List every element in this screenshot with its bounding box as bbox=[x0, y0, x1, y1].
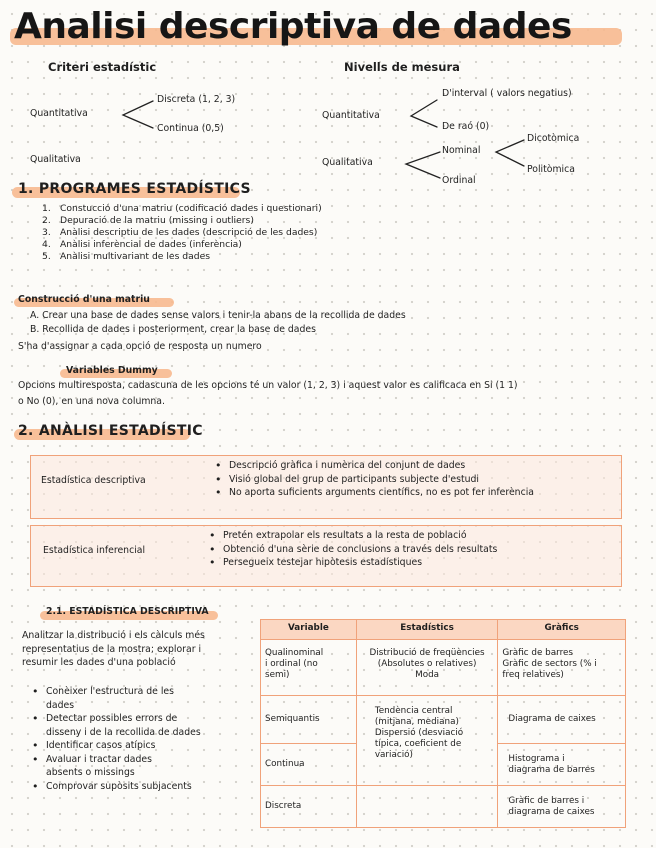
dummy-heading: Variables Dummy bbox=[66, 365, 158, 376]
list-item: • Visió global del grup de participants subjecte d'estudi bbox=[213, 473, 534, 487]
cell-variable: Qualinominal i ordinal (no semi) bbox=[261, 640, 357, 696]
list-item: • Avaluar i tractar dades absents o missings bbox=[30, 753, 201, 780]
levels-ordinal: Ordinal bbox=[442, 175, 476, 186]
bracket-nominal bbox=[496, 140, 524, 166]
cell-statistics-shared: Tendència central (mitjana, mediana) Dispersió (desviació típica, coeficient de variació) bbox=[356, 696, 498, 786]
levels-heading: Nivells de mesura bbox=[344, 60, 460, 74]
inferential-bullets bbox=[207, 529, 497, 570]
cell-graphs: Diagrama de caixes bbox=[498, 696, 626, 744]
list-item: • No aporta suficients arguments científics, no es pot fer inferència bbox=[213, 486, 534, 500]
dummy-line-1: Opcions multiresposta, cadascuna de les opcions té un valor (1, 2, 3) i aquest valor es calificaca en Si (1 1) bbox=[18, 380, 518, 391]
inferential-label: Estadística inferencial bbox=[43, 545, 146, 556]
cell-statistics-empty bbox=[356, 786, 498, 828]
bracket-criteria-quant bbox=[123, 101, 153, 128]
section21-intro: Analitzar la distribució i els càlculs més representatius de la mostra; explorar i resumir les dades d'una població bbox=[22, 630, 205, 668]
matrix-option-b: B. Recollida de dades i posteriorment, crear la base de dades bbox=[30, 324, 316, 335]
cell-graphs: Gràfic de barres i diagrama de caixes bbox=[498, 786, 626, 828]
cell-variable: Discreta bbox=[261, 786, 357, 828]
list-item: 3. Anàlisi descriptiu de les dades (descripció de les dades) bbox=[42, 227, 318, 238]
cell-variable: Continua bbox=[261, 744, 357, 786]
list-item: 4. Anàlisi inferèncial de dades (inferència) bbox=[42, 239, 242, 250]
bracket-levels-qual bbox=[406, 152, 440, 178]
criteria-discrete: Discreta (1, 2, 3) bbox=[157, 94, 236, 105]
levels-dichotomous: Dicotòmica bbox=[527, 133, 580, 144]
section2-heading: 2. ANÀLISI ESTADÍSTIC bbox=[18, 423, 203, 439]
criteria-continuous: Continua (0,5) bbox=[157, 123, 224, 134]
table-row bbox=[261, 640, 626, 696]
list-item: • Descripció gràfica i numèrica del conjunt de dades bbox=[213, 459, 534, 473]
levels-qualitative: Qualitativa bbox=[322, 157, 373, 168]
descriptive-box bbox=[30, 455, 622, 519]
cell-graphs: Gràfic de barres Gràfic de sectors (% i freq relatives) bbox=[498, 640, 626, 696]
list-item: • Comprovar supòsits subjacents bbox=[30, 780, 201, 794]
list-item: • Obtenció d'una sèrie de conclusions a través dels resultats bbox=[207, 543, 497, 557]
criteria-heading: Criteri estadístic bbox=[48, 60, 157, 74]
table-row bbox=[261, 786, 626, 828]
cell-graphs: Histograma i diagrama de barres bbox=[498, 744, 626, 786]
list-item: • Identificar casos atípics bbox=[30, 739, 201, 753]
section1-heading: 1. PROGRAMES ESTADÍSTICS bbox=[18, 181, 251, 197]
program-steps-list bbox=[42, 203, 322, 263]
section21-heading: 2.1. ESTADÍSTICA DESCRIPTIVA bbox=[46, 606, 209, 617]
header-graphs: Gràfics bbox=[498, 620, 626, 640]
list-item: 5. Anàlisi multivariant de les dades bbox=[42, 251, 211, 262]
levels-polytomous: Politòmica bbox=[527, 164, 575, 175]
levels-nominal: Nominal bbox=[442, 145, 481, 156]
matrix-option-a: A. Crear una base de dades sense valors i tenir-la abans de la recollida de dades bbox=[30, 310, 406, 321]
inferential-box bbox=[30, 525, 622, 587]
criteria-quantitative: Quantitativa bbox=[30, 108, 88, 119]
dummy-line-2: o No (0), en una nova columna. bbox=[18, 396, 165, 407]
list-item: 2. Depuració de la matriu (missing i outliers) bbox=[42, 215, 254, 226]
levels-interval: D'interval ( valors negatius) bbox=[442, 88, 572, 99]
header-statistics: Estadístics bbox=[356, 620, 498, 640]
section21-bullets bbox=[30, 685, 201, 793]
list-item: • Persegueix testejar hipòtesis estadístiques bbox=[207, 556, 497, 570]
matrix-heading: Construcció d'una matriu bbox=[18, 294, 150, 305]
matrix-note: S'ha d'assignar a cada opció de resposta un numero bbox=[18, 341, 262, 352]
list-item: • Pretén extrapolar els resultats a la resta de població bbox=[207, 529, 497, 543]
bracket-levels-quant bbox=[411, 100, 437, 127]
cell-statistics: Distribució de freqüències (Absolutes o relatives) Moda bbox=[356, 640, 498, 696]
statistics-table bbox=[260, 619, 626, 828]
descriptive-label: Estadística descriptiva bbox=[41, 475, 146, 486]
table-row bbox=[261, 696, 626, 744]
header-variable: Variable bbox=[261, 620, 357, 640]
levels-ratio: De raó (0) bbox=[442, 121, 490, 132]
list-item: 1. Constucció d'una matriu (codificació dades i questionari) bbox=[42, 203, 322, 214]
criteria-qualitative: Qualitativa bbox=[30, 154, 81, 165]
page-title: Analisi descriptiva de dades bbox=[14, 6, 572, 47]
levels-quantitative: Quantitativa bbox=[322, 110, 380, 121]
list-item: • Detectar possibles errors de disseny i de la recollida de dades bbox=[30, 712, 201, 739]
table-header-row bbox=[261, 620, 626, 640]
descriptive-bullets bbox=[213, 459, 534, 500]
list-item: • Conèixer l'estructura de les dades bbox=[30, 685, 201, 712]
cell-variable: Semiquantis bbox=[261, 696, 357, 744]
